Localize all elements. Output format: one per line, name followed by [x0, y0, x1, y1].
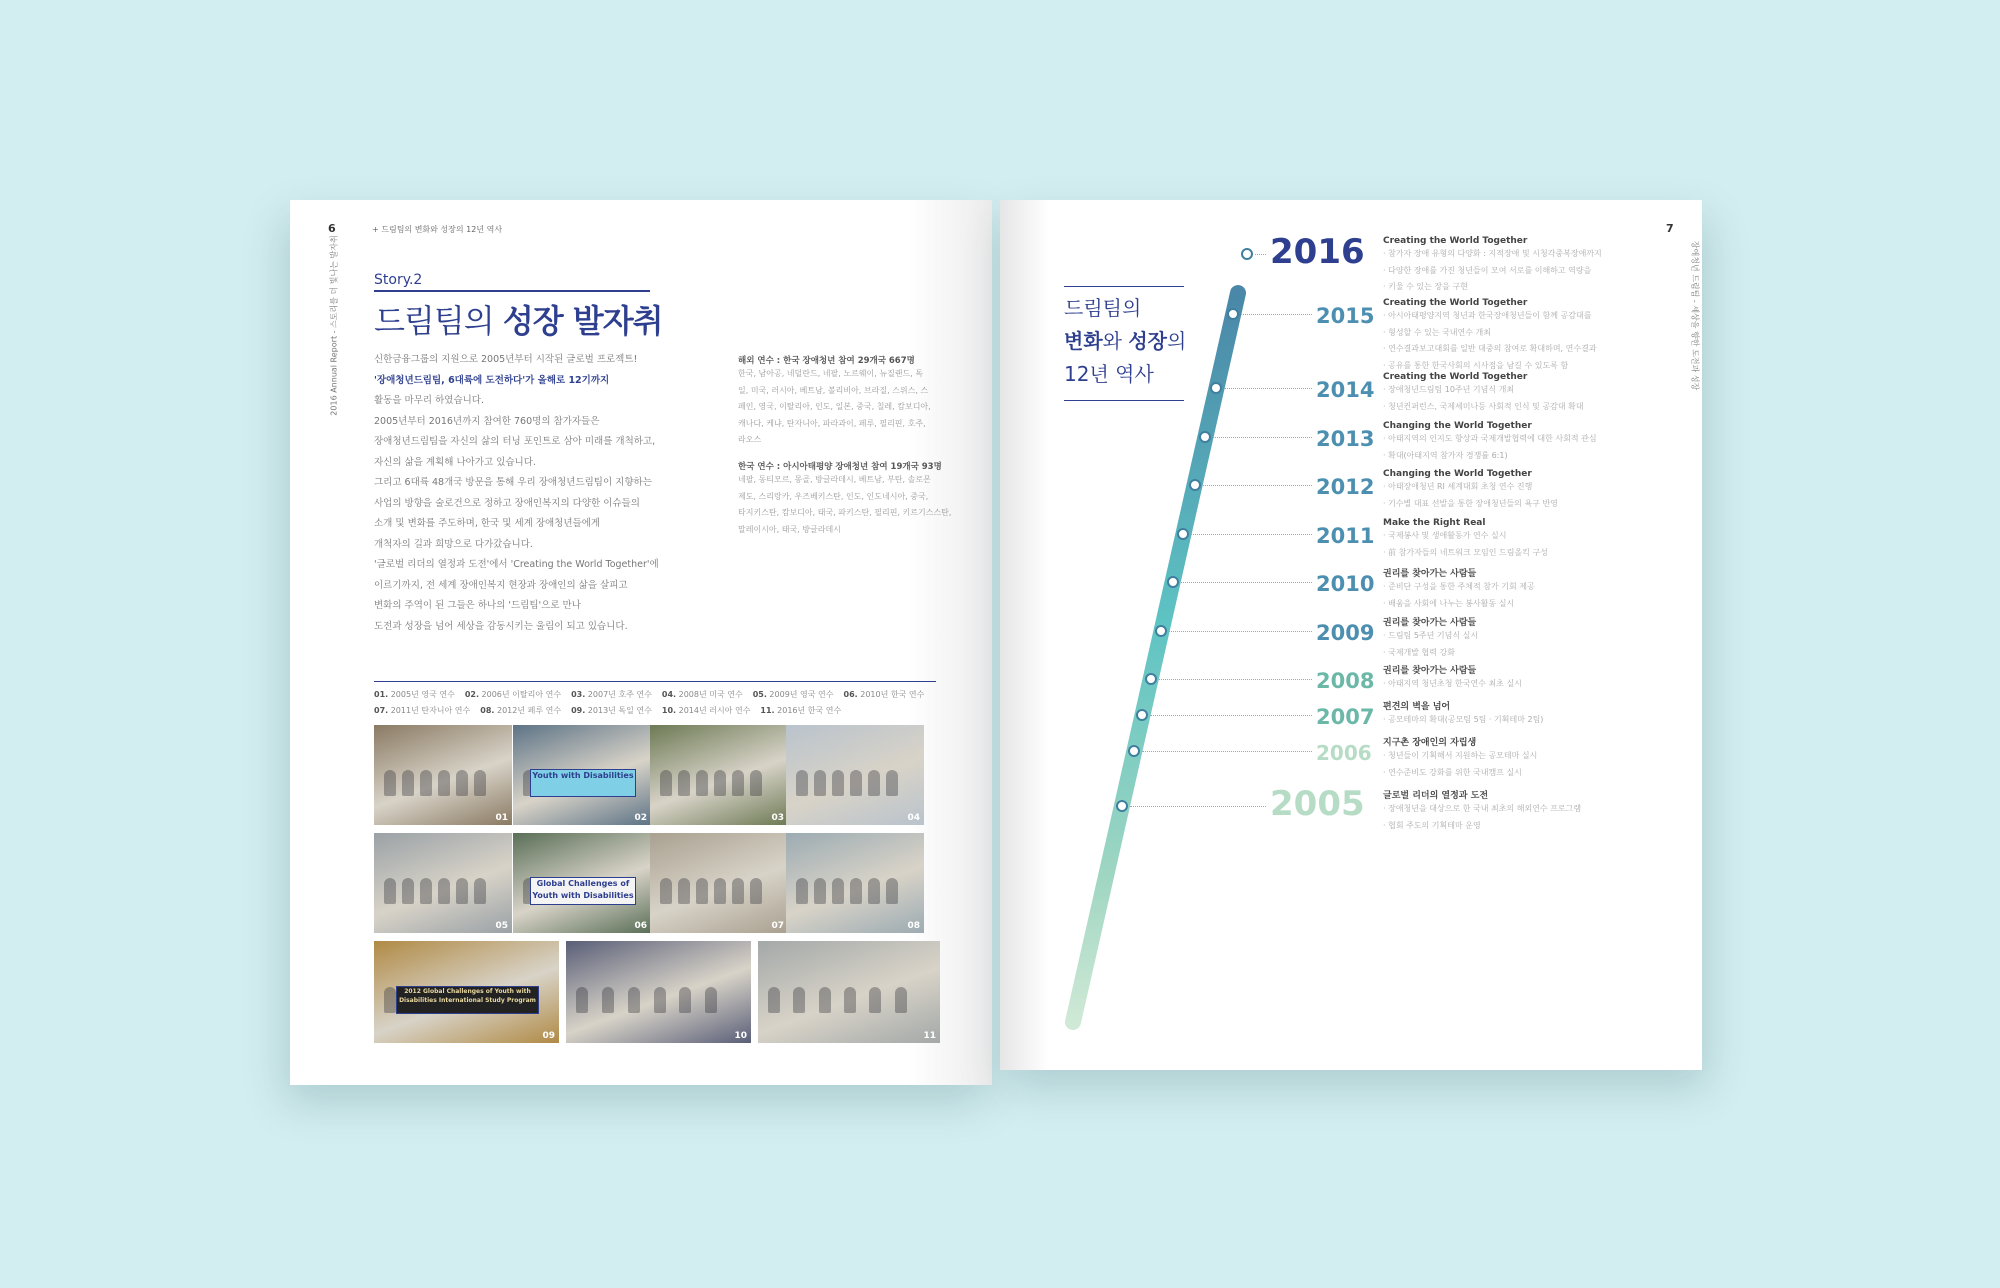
timeline-entry: [1383, 615, 1673, 661]
timeline-year: 2015: [1316, 304, 1375, 328]
person-silhouette: [714, 878, 726, 904]
person-silhouette: [420, 878, 432, 904]
entry-item: · 아태장애청년 RI 세계대회 초청 연수 진행: [1383, 482, 1533, 491]
story-tag: Story.2: [374, 272, 650, 292]
caption-number: 02.: [464, 690, 479, 699]
caption-number: 10.: [661, 706, 677, 715]
photo-captions-row1: [374, 686, 934, 703]
entry-heading: Make the Right Real: [1383, 518, 1486, 528]
timeline-entry: [1383, 421, 1673, 464]
person-silhouette: [456, 770, 468, 796]
person-silhouette: [796, 878, 808, 904]
photo-caption: [760, 706, 841, 715]
photo-03: [650, 725, 788, 825]
person-silhouette: [750, 770, 762, 796]
timeline-entry: [1383, 699, 1673, 729]
timeline-leader: [1255, 254, 1266, 255]
entry-heading: 권리를 찾아가는 사람들: [1383, 666, 1477, 676]
photo-11: [758, 941, 940, 1043]
person-silhouette: [696, 878, 708, 904]
overseas-countries: [738, 366, 958, 449]
banner-line: 2012 Global Challenges of Youth with Disabilities International Study Program: [399, 987, 536, 1004]
entry-item: · 형성할 수 있는 국내연수 개최: [1383, 327, 1491, 337]
photo-number: 08: [907, 921, 920, 931]
photo-04: [786, 725, 924, 825]
person-silhouette: [814, 770, 826, 796]
left-page: [290, 200, 992, 1085]
domestic-countries: [738, 472, 958, 538]
caption-text: 2016년 한국 연수: [774, 706, 842, 715]
caption-number: 06.: [843, 690, 858, 699]
timeline-year: 2007: [1316, 705, 1375, 729]
caption-text: 2010년 한국 연수: [857, 690, 925, 699]
timeline-dot: [1189, 479, 1201, 491]
page-number-right: 7: [1666, 222, 1674, 235]
body-line: 이르기까지, 전 세계 장애인복지 현장과 장애인의 삶을 살피고: [374, 579, 628, 591]
entry-item: · 준비단 구성을 통한 주체적 참가 기회 제공: [1383, 582, 1535, 591]
entry-item: · 키울 수 있는 장을 구현: [1383, 282, 1468, 291]
timeline-entry: [1383, 735, 1673, 781]
person-silhouette: [696, 770, 708, 796]
photo-caption: [662, 706, 751, 715]
timeline-year: 2016: [1270, 232, 1365, 272]
banner-line: Global Challenges of: [536, 879, 630, 888]
caption-text: 2008년 미국 연수: [676, 690, 743, 699]
timeline-leader: [1159, 679, 1312, 680]
person-silhouette: [602, 987, 614, 1013]
timeline-year: 2005: [1270, 784, 1365, 824]
caption-text: 2014년 러시아 연수: [676, 706, 751, 715]
entry-item: · 확대(아태지역 참가자 경쟁률 6:1): [1383, 450, 1508, 460]
photo-caption: [480, 706, 561, 715]
timeline-entry: [1383, 566, 1673, 612]
caption-number: 11.: [760, 706, 775, 715]
photo-caption: [571, 690, 652, 699]
photo-captions-row2: [374, 702, 851, 719]
person-silhouette: [793, 987, 805, 1013]
person-silhouette: [678, 878, 690, 904]
body-line: 개척자의 길과 희망으로 다가갔습니다.: [374, 538, 533, 550]
person-silhouette: [732, 878, 744, 904]
domestic-line: 말레이시아, 태국, 방글라데시: [738, 524, 841, 534]
photo-02: [513, 725, 651, 825]
timeline-entry: [1383, 236, 1673, 296]
entry-heading: Creating the World Together: [1383, 372, 1528, 382]
person-silhouette: [814, 878, 826, 904]
domestic-line: 제도, 스리랑카, 우즈베키스탄, 인도, 인도네시아, 중국,: [738, 491, 929, 501]
overseas-line: 일, 미국, 러시아, 베트남, 볼리비아, 브라질, 스위스, 스: [738, 385, 929, 395]
photo-10: [566, 941, 751, 1043]
person-silhouette: [705, 987, 717, 1013]
caption-text: 2011년 탄자니아 연수: [388, 706, 471, 715]
entry-item: · 다양한 장애를 가진 청년들이 모여 서로를 이해하고 역량을: [1383, 265, 1592, 275]
timeline-leader: [1224, 388, 1312, 389]
timeline-dot: [1116, 800, 1128, 812]
person-silhouette: [832, 878, 844, 904]
photo-caption: [465, 690, 561, 699]
timeline-title-line3: 12년 역사: [1064, 362, 1154, 386]
timeline-leader: [1150, 715, 1312, 716]
person-silhouette: [768, 987, 780, 1013]
caption-number: 07.: [374, 706, 389, 715]
title-word-of: 의: [1166, 329, 1187, 353]
overseas-line: 캐나다, 케냐, 탄자니아, 파라과이, 페루, 필리핀, 호주,: [738, 418, 926, 428]
title-word-growth: 성장: [1128, 329, 1167, 353]
entry-item: · 前 참가자들의 네트워크 모임인 드림올킥 구성: [1383, 547, 1548, 557]
caption-divider: [374, 681, 936, 682]
person-silhouette: [850, 770, 862, 796]
photo-06: [513, 833, 651, 933]
photo-caption: [571, 706, 652, 715]
banner: [396, 986, 539, 1015]
entry-item: · 공유를 통한 한국사회의 시사점을 남길 수 있도록 함: [1383, 360, 1569, 370]
person-silhouette: [438, 770, 450, 796]
person-silhouette: [732, 770, 744, 796]
body-line: 변화의 주역이 된 그들은 하나의 '드림팀'으로 만나: [374, 600, 581, 611]
photo-number: 11: [923, 1031, 936, 1041]
person-silhouette: [886, 878, 898, 904]
body-line: 자신의 삶을 계획해 나아가고 있습니다.: [374, 456, 536, 468]
domestic-training: [738, 460, 958, 538]
caption-text: 2013년 독일 연수: [585, 706, 652, 715]
entry-item: · 국제개발 협력 강화: [1383, 647, 1455, 657]
entry-item: · 연수준비도 강화를 위한 국내캠프 실시: [1383, 767, 1522, 777]
title-word-change: 변화: [1064, 329, 1103, 353]
timeline-year: 2010: [1316, 572, 1375, 596]
person-silhouette: [474, 770, 486, 796]
timeline-title-line1: 드림팀의: [1064, 296, 1142, 320]
person-silhouette: [868, 770, 880, 796]
entry-item: · 청년컨퍼런스, 국제세미나등 사회적 인식 및 공감대 확대: [1383, 401, 1584, 411]
person-silhouette: [384, 770, 396, 796]
person-silhouette: [576, 987, 588, 1013]
entry-item: · 드림팀 5주년 기념식 실시: [1383, 631, 1479, 640]
body-line: 소개 및 변화를 주도하며, 한국 및 세계 장애청년들에게: [374, 518, 601, 529]
timeline-entry: [1383, 518, 1673, 561]
body-line: '장애청년드림팀, 6대륙에 도전하다'가 올해로 12기까지: [374, 374, 610, 386]
domestic-line: 네팔, 동티모르, 몽골, 방글라데시, 베트남, 부탄, 솔로몬: [738, 475, 931, 484]
title-part1: 드림팀의: [374, 302, 503, 340]
timeline-leader: [1241, 314, 1312, 315]
person-silhouette: [654, 987, 666, 1013]
entry-item: · 장애청년을 대상으로 한 국내 최초의 해외연수 프로그램: [1383, 804, 1582, 813]
timeline-leader: [1181, 582, 1312, 583]
person-silhouette: [796, 770, 808, 796]
photo-number: 04: [907, 813, 920, 823]
banner-line: Youth with Disabilities: [532, 771, 634, 780]
entry-heading: Changing the World Together: [1383, 421, 1532, 431]
photo-number: 05: [495, 921, 508, 931]
timeline-leader: [1203, 485, 1312, 486]
entry-item: · 배움을 사회에 나누는 봉사활동 실시: [1383, 598, 1515, 608]
photo-09: [374, 941, 559, 1043]
entry-item: · 아태지역 청년초청 한국연수 최초 실시: [1383, 679, 1522, 688]
timeline-dot: [1167, 576, 1179, 588]
page-number-left: 6: [328, 222, 336, 235]
person-silhouette: [886, 770, 898, 796]
photo-number: 10: [734, 1031, 747, 1041]
photo-number: 02: [634, 813, 647, 823]
title-word-and: 와: [1102, 329, 1129, 353]
person-silhouette: [832, 770, 844, 796]
person-silhouette: [384, 987, 396, 1013]
entry-item: · 공모테마의 확대(공모팀 5팀 · 기획테마 2팀): [1383, 715, 1544, 724]
timeline-leader: [1213, 437, 1312, 438]
body-line: 2005년부터 2016년까지 참여한 760명의 참가자들은: [374, 415, 600, 427]
photo-caption: [753, 690, 834, 699]
entry-item: · 국제봉사 및 생애활동가 연수 실시: [1383, 531, 1507, 540]
entry-item: · 아태지역의 인지도 향상과 국제개발협력에 대한 사회적 관심: [1383, 434, 1597, 443]
timeline-dot: [1241, 248, 1253, 260]
person-silhouette: [628, 987, 640, 1013]
person-silhouette: [844, 987, 856, 1013]
person-silhouette: [660, 878, 672, 904]
page-title: [374, 296, 663, 342]
overseas-line: 한국, 남아공, 네덜란드, 네팔, 노르웨이, 뉴질랜드, 독: [738, 369, 924, 378]
person-silhouette: [438, 878, 450, 904]
caption-number: 09.: [571, 706, 586, 715]
entry-item: · 아시아태평양지역 청년과 한국장애청년들이 함께 공감대를: [1383, 311, 1592, 320]
timeline-year: 2011: [1316, 524, 1375, 548]
caption-number: 05.: [752, 690, 767, 699]
person-silhouette: [750, 878, 762, 904]
entry-item: · 연수결과보고대회를 일반 대중의 참여로 확대하며, 연수결과: [1383, 344, 1597, 353]
timeline-year: 2006: [1316, 741, 1372, 765]
body-line: 그리고 6대륙 48개국 방문을 통해 우리 장애청년드림팀이 지향하는: [374, 477, 652, 488]
timeline-year: 2013: [1316, 427, 1375, 451]
person-silhouette: [868, 878, 880, 904]
entry-item: · 장애청년드림팀 10주년 기념식 개최: [1383, 385, 1515, 394]
side-running-text-left: 2016 Annual Report - 스토리를 더 빛나는 발자취: [329, 235, 339, 416]
entry-heading: Changing the World Together: [1383, 469, 1532, 479]
body-line: 활동을 마무리 하였습니다.: [374, 395, 485, 406]
photo-number: 06: [634, 921, 647, 931]
timeline-leader: [1130, 806, 1266, 807]
timeline-entry: [1383, 788, 1673, 834]
photo-number: 03: [771, 813, 784, 823]
photo-07: [650, 833, 788, 933]
entry-item: · 기수별 대표 선발을 통한 장애청년들의 욕구 반영: [1383, 498, 1558, 508]
body-line: 장애청년드림팀을 자신의 삶의 터닝 포인트로 삼아 미래를 개척하고,: [374, 436, 656, 447]
timeline-entry: [1383, 469, 1673, 512]
photo-caption: [844, 690, 925, 699]
person-silhouette: [679, 987, 691, 1013]
banner: [530, 769, 637, 797]
entry-heading: 지구촌 장애인의 자립생: [1383, 738, 1477, 748]
caption-text: 2012년 페루 연수: [494, 706, 562, 715]
person-silhouette: [402, 878, 414, 904]
timeline-entry: [1383, 663, 1673, 693]
entry-heading: 글로벌 리더의 열정과 도전: [1383, 791, 1489, 801]
intro-body: [374, 350, 659, 637]
entry-heading: 권리를 찾아가는 사람들: [1383, 618, 1477, 628]
overseas-line: 라오스: [738, 435, 762, 444]
person-silhouette: [714, 770, 726, 796]
domestic-line: 타지키스탄, 캄보디아, 태국, 파키스탄, 필리핀, 키르기스스탄,: [738, 508, 952, 517]
entry-item: · 협회 주도의 기획테마 운영: [1383, 820, 1481, 830]
banner-line: Youth with Disabilities: [532, 891, 634, 900]
timeline-year: 2009: [1316, 621, 1375, 645]
person-silhouette: [456, 878, 468, 904]
person-silhouette: [474, 878, 486, 904]
entry-heading: 권리를 찾아가는 사람들: [1383, 569, 1477, 579]
title-part2: 성장 발자취: [502, 302, 663, 340]
photo-08: [786, 833, 924, 933]
entry-item: · 참가자 장애 유형의 다양화 : 지적장애 및 시청각중복장애까지: [1383, 249, 1602, 258]
photo-number: 01: [495, 813, 508, 823]
photo-caption: [374, 690, 455, 699]
timeline-year: 2008: [1316, 669, 1375, 693]
caption-number: 04.: [661, 690, 677, 699]
running-header: + 드림팀의 변화와 성장의 12년 역사: [372, 225, 503, 234]
photo-caption: [374, 706, 470, 715]
person-silhouette: [420, 770, 432, 796]
entry-heading: 편견의 벽을 넘어: [1383, 702, 1451, 712]
caption-text: 2007년 호주 연수: [585, 690, 652, 699]
body-line: '글로벌 리더의 열정과 도전'에서 'Creating the World Together'에: [374, 559, 659, 570]
overseas-training: [738, 354, 958, 449]
body-line: 사업의 방향을 술로건으로 정하고 장애인복지의 다양한 이슈들의: [374, 497, 640, 509]
caption-text: 2005년 영국 연수: [388, 690, 455, 699]
banner: [530, 877, 637, 905]
body-line: 신한금융그룹의 지원으로 2005년부터 시작된 글로벌 프로젝트!: [374, 354, 638, 365]
caption-text: 2009년 영국 연수: [766, 690, 834, 699]
person-silhouette: [678, 770, 690, 796]
entry-heading: Creating the World Together: [1383, 298, 1528, 308]
entry-heading: Creating the World Together: [1383, 236, 1528, 246]
timeline-dot: [1145, 673, 1157, 685]
photo-01: [374, 725, 512, 825]
side-running-text-right: 장애청년 드림팀 - 세상을 향한 도전과 성장: [1690, 240, 1700, 391]
entry-item: · 청년들이 기획해서 지원하는 공모테마 실시: [1383, 751, 1538, 760]
caption-text: 2006년 이탈리아 연수: [478, 690, 562, 699]
timeline-year: 2014: [1316, 378, 1375, 402]
overseas-line: 페인, 영국, 이탈리아, 인도, 일본, 중국, 칠레, 캄보디아,: [738, 402, 931, 411]
photo-caption: [662, 690, 743, 699]
photo-number: 07: [771, 921, 784, 931]
timeline-leader: [1142, 751, 1312, 752]
timeline-leader: [1191, 534, 1312, 535]
person-silhouette: [402, 770, 414, 796]
person-silhouette: [660, 770, 672, 796]
person-silhouette: [384, 878, 396, 904]
body-line: 도전과 성장을 넘어 세상을 감동시키는 울림이 되고 있습니다.: [374, 620, 628, 632]
photo-number: 09: [542, 1031, 555, 1041]
timeline-entry: [1383, 298, 1673, 374]
caption-number: 03.: [571, 690, 586, 699]
overseas-title: 해외 연수 : 한국 장애청년 참여 29개국 667명: [738, 356, 915, 366]
person-silhouette: [819, 987, 831, 1013]
person-silhouette: [895, 987, 907, 1013]
right-page: [1000, 200, 1702, 1070]
timeline-leader: [1169, 631, 1312, 632]
photo-05: [374, 833, 512, 933]
timeline-year: 2012: [1316, 475, 1375, 499]
domestic-title: 한국 연수 : 아시아태평양 장애청년 참여 19개국 93명: [738, 462, 942, 472]
person-silhouette: [869, 987, 881, 1013]
person-silhouette: [850, 878, 862, 904]
caption-number: 01.: [374, 690, 389, 699]
caption-number: 08.: [480, 706, 495, 715]
timeline-entry: [1383, 372, 1673, 415]
